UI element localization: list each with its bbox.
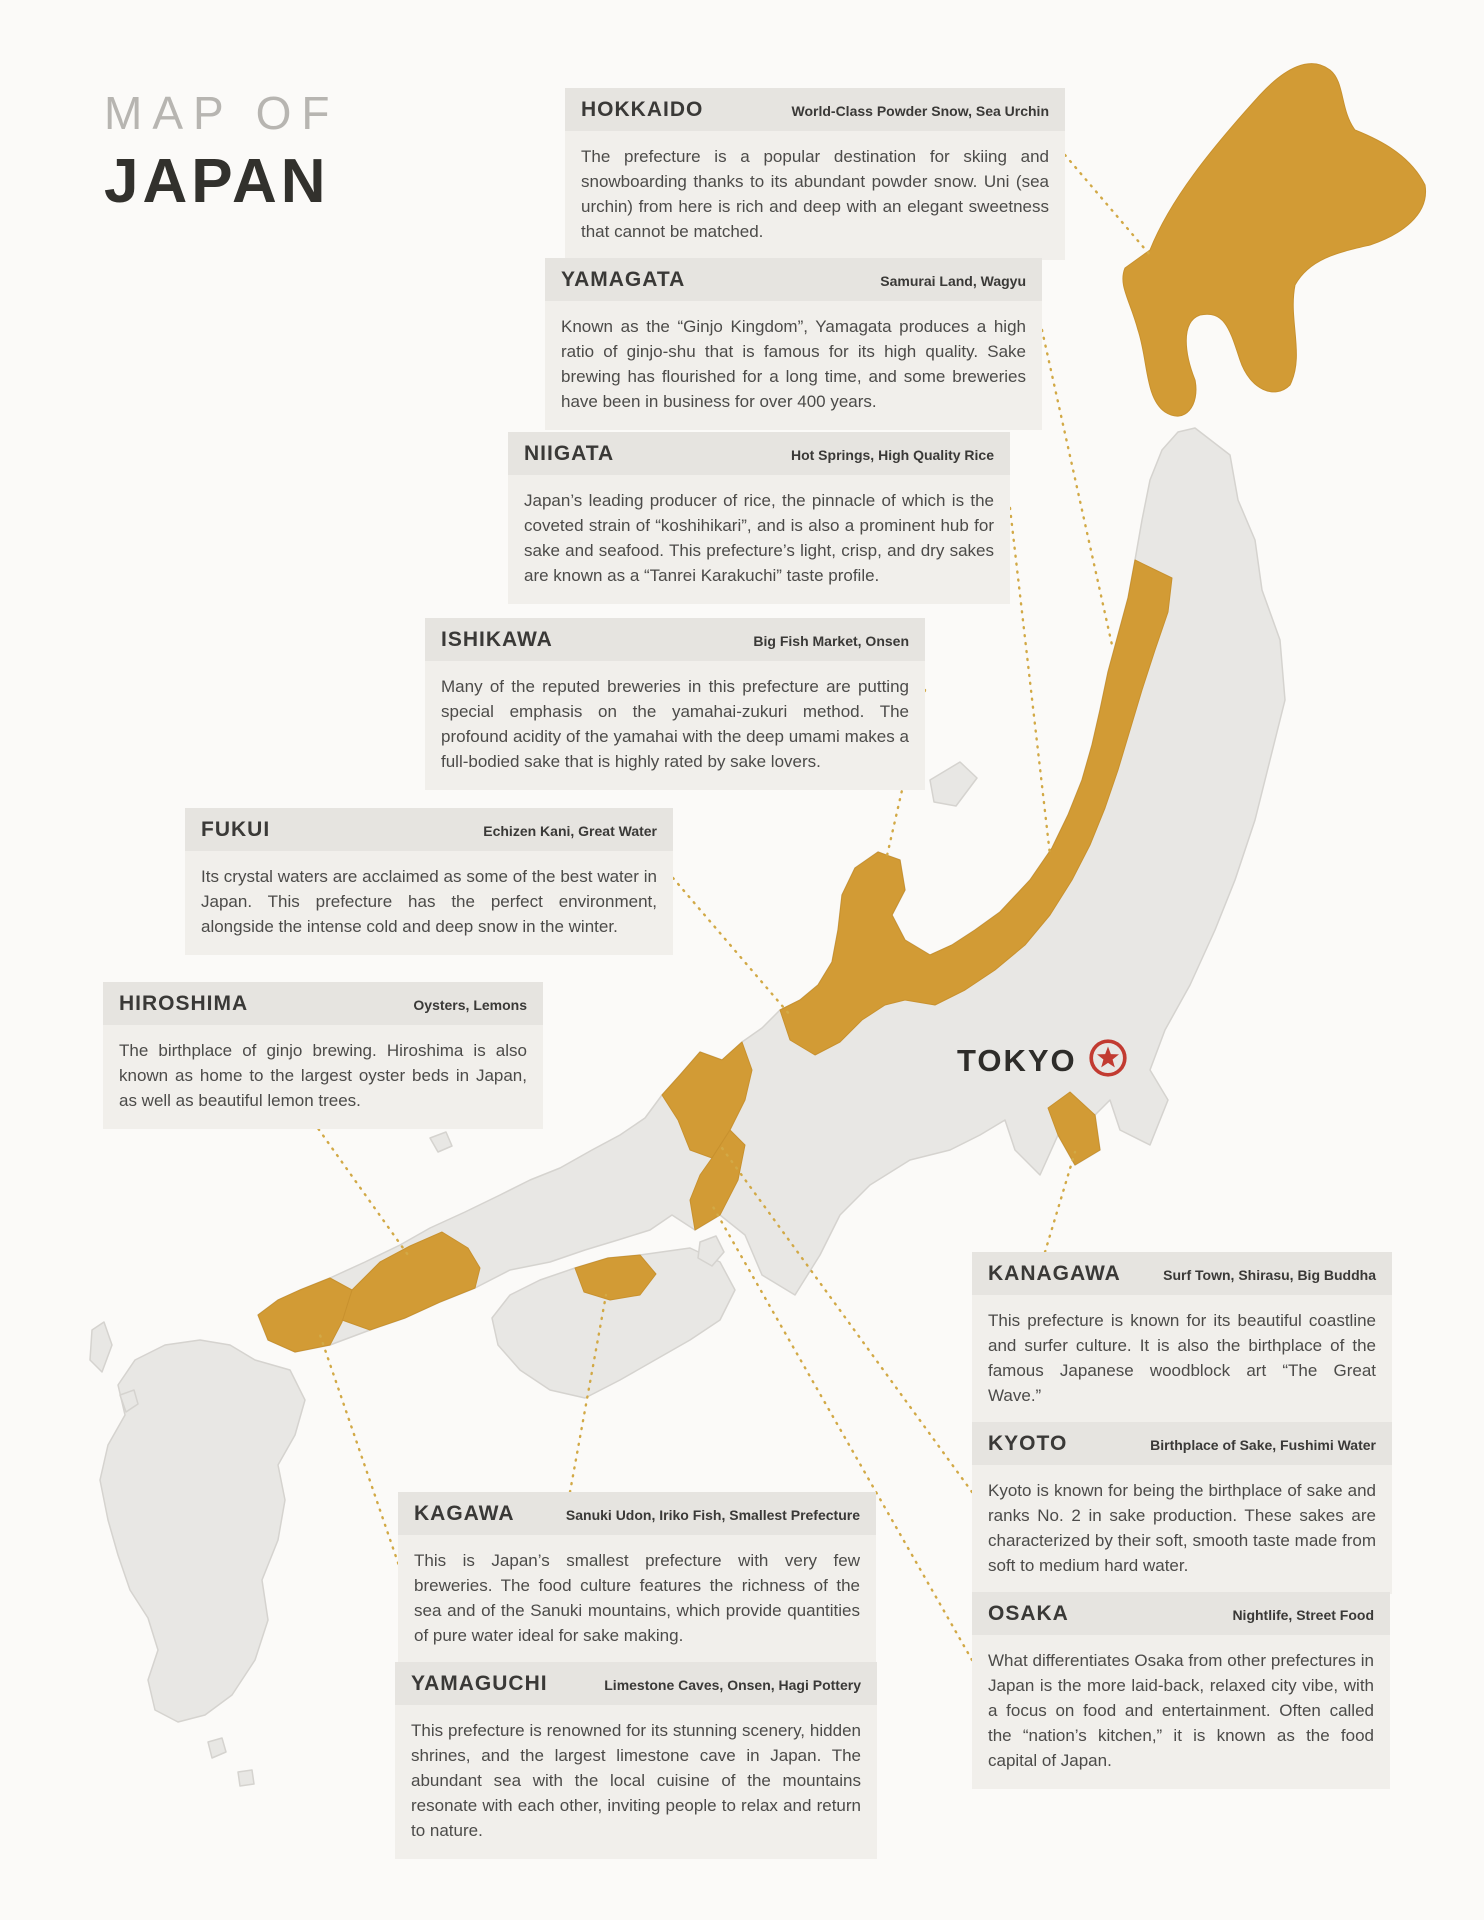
- island-small-1: [208, 1738, 226, 1758]
- prefecture-name: FUKUI: [201, 818, 271, 841]
- island-small-2: [238, 1770, 254, 1786]
- callout-kagawa: [398, 1492, 876, 1664]
- leader-yamagata: [1042, 330, 1112, 645]
- prefecture-name: KAGAWA: [414, 1502, 515, 1525]
- prefecture-description: Known as the “Ginjo Kingdom”, Yamagata produces a high ratio of ginjo-shu that is famous for its high quality. Sake brewing has flourished for a long time, and some breweries have been in business for over 400 years.: [545, 301, 1042, 430]
- page-title: [104, 86, 340, 217]
- callout-fukui: [185, 808, 673, 955]
- title-line-1: MAP OF: [104, 87, 340, 139]
- callout-osaka: [972, 1592, 1390, 1789]
- prefecture-description: This is Japan’s smallest prefecture with very few breweries. The food culture features the richness of the sea and of the Sanuki mountains, which provide quantities of pure water ideal for sake making.: [398, 1535, 876, 1664]
- island-oki: [430, 1132, 452, 1152]
- prefecture-name: OSAKA: [988, 1602, 1069, 1625]
- callout-header: [972, 1422, 1392, 1465]
- prefecture-tagline: Limestone Caves, Onsen, Hagi Pottery: [604, 1677, 861, 1693]
- callout-kyoto: [972, 1422, 1392, 1594]
- prefecture-tagline: World-Class Powder Snow, Sea Urchin: [791, 103, 1049, 119]
- tokyo-text: TOKYO: [957, 1042, 1077, 1078]
- island-tsushima: [90, 1322, 112, 1372]
- prefecture-tagline: Samurai Land, Wagyu: [880, 273, 1026, 289]
- callout-header: [972, 1252, 1392, 1295]
- callout-header: [185, 808, 673, 851]
- callout-hokkaido: [565, 88, 1065, 260]
- region-hiroshima: [342, 1232, 480, 1330]
- callout-header: [395, 1662, 877, 1705]
- prefecture-tagline: Big Fish Market, Onsen: [753, 633, 909, 649]
- island-sado: [930, 762, 977, 806]
- leader-hokkaido: [1065, 155, 1150, 255]
- leader-niigata: [1010, 508, 1050, 855]
- prefecture-name: KANAGAWA: [988, 1262, 1121, 1285]
- callout-header: [103, 982, 543, 1025]
- callout-header: [545, 258, 1042, 301]
- prefecture-tagline: Oysters, Lemons: [413, 997, 527, 1013]
- callout-yamaguchi: [395, 1662, 877, 1859]
- prefecture-description: This prefecture is known for its beautiful coastline and surfer culture. It is also the birthplace of the famous Japanese woodblock art “The Great Wave.”: [972, 1295, 1392, 1424]
- prefecture-name: NIIGATA: [524, 442, 615, 465]
- prefecture-description: Its crystal waters are acclaimed as some of the best water in Japan. This prefecture has the perfect environment, alongside the intense cold and deep snow in the winter.: [185, 851, 673, 955]
- callout-yamagata: [545, 258, 1042, 430]
- prefecture-description: The birthplace of ginjo brewing. Hiroshima is also known as home to the largest oyster beds in Japan, as well as beautiful lemon trees.: [103, 1025, 543, 1129]
- prefecture-name: HIROSHIMA: [119, 992, 249, 1015]
- region-hokkaido: [1123, 64, 1426, 416]
- callout-header: [508, 432, 1010, 475]
- prefecture-description: Many of the reputed breweries in this prefecture are putting special emphasis on the yamahai-zukuri method. The profound acidity of the yamahai with the deep umami makes a full-bodied sake that is highly rated by sake lovers.: [425, 661, 925, 790]
- callout-header: [972, 1592, 1390, 1635]
- prefecture-description: This prefecture is renowned for its stunning scenery, hidden shrines, and the largest limestone cave in Japan. The abundant sea with the local cuisine of the mountains resonate with each other, inviting people to relax and return to nature.: [395, 1705, 877, 1859]
- tokyo-label: [957, 1037, 1129, 1084]
- prefecture-tagline: Surf Town, Shirasu, Big Buddha: [1163, 1267, 1376, 1283]
- prefecture-tagline: Nightlife, Street Food: [1232, 1607, 1374, 1623]
- callout-header: [425, 618, 925, 661]
- callout-header: [398, 1492, 876, 1535]
- prefecture-description: What differentiates Osaka from other prefectures in Japan is the more laid-back, relaxed city vibe, with a focus on food and entertainment. Often called the “nation’s kitchen,” it is known as the food capital of Japan.: [972, 1635, 1390, 1789]
- prefecture-name: HOKKAIDO: [581, 98, 704, 121]
- prefecture-tagline: Echizen Kani, Great Water: [483, 823, 657, 839]
- callout-header: [565, 88, 1065, 131]
- prefecture-tagline: Birthplace of Sake, Fushimi Water: [1150, 1437, 1376, 1453]
- prefecture-name: KYOTO: [988, 1432, 1068, 1455]
- tokyo-star-icon: [1087, 1037, 1129, 1084]
- prefecture-description: Kyoto is known for being the birthplace of sake and ranks No. 2 in sake production. These sakes are characterized by their soft, smooth taste made from soft to medium hard water.: [972, 1465, 1392, 1594]
- callout-kanagawa: [972, 1252, 1392, 1424]
- callout-niigata: [508, 432, 1010, 604]
- title-line-2: JAPAN: [104, 147, 330, 216]
- callout-hiroshima: [103, 982, 543, 1129]
- prefecture-name: ISHIKAWA: [441, 628, 553, 651]
- leader-fukui: [673, 878, 790, 1015]
- callout-ishikawa: [425, 618, 925, 790]
- prefecture-description: The prefecture is a popular destination for skiing and snowboarding thanks to its abundant powder snow. Uni (sea urchin) from here is rich and deep with an elegant sweetness that cannot be matched.: [565, 131, 1065, 260]
- prefecture-tagline: Hot Springs, High Quality Rice: [790, 447, 994, 463]
- leader-kanagawa: [1045, 1152, 1075, 1252]
- prefecture-description: Japan’s leading producer of rice, the pinnacle of which is the coveted strain of “koshihikari”, and is also a prominent hub for sake and seafood. This prefecture’s light, crisp, and dry sakes are known as a “Tanrei Karakuchi” taste profile.: [508, 475, 1010, 604]
- prefecture-name: YAMAGATA: [561, 268, 686, 291]
- prefecture-name: YAMAGUCHI: [411, 1672, 548, 1695]
- prefecture-tagline: Sanuki Udon, Iriko Fish, Smallest Prefecture: [565, 1507, 860, 1523]
